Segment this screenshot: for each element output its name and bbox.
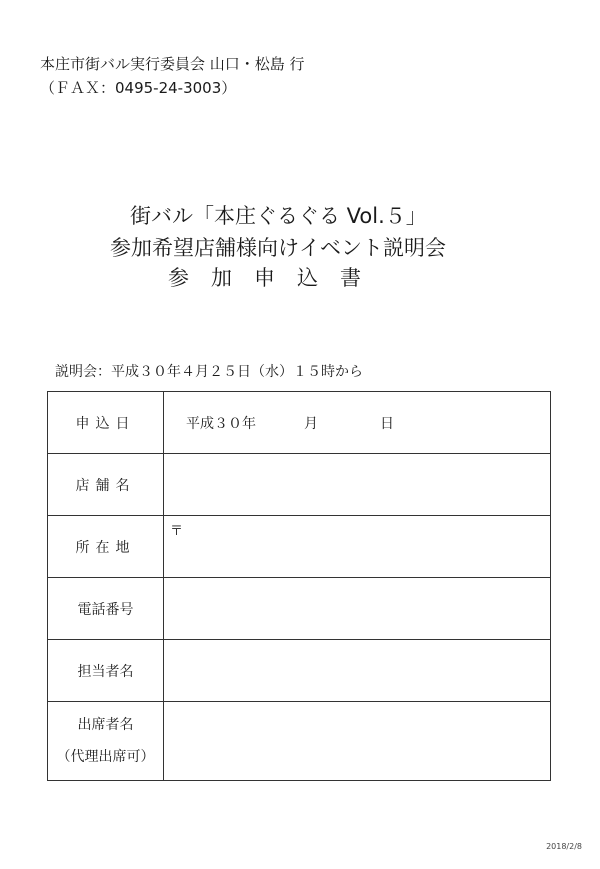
session-info: 説明会：平成３０年４月２５日（水）１５時から <box>55 364 363 380</box>
contact-label: 担当者名 <box>48 640 164 702</box>
attendee-name-field[interactable] <box>164 702 551 781</box>
address-field[interactable] <box>164 516 551 578</box>
form-row-contact <box>48 640 551 702</box>
form-row-store <box>48 454 551 516</box>
phone-field[interactable] <box>164 578 551 640</box>
date-day: 日 <box>380 415 394 432</box>
address-label: 所在地 <box>48 516 164 578</box>
date-field[interactable] <box>164 392 551 454</box>
event-title: 街バル「本庄ぐるぐる Vol.５」 <box>130 204 427 228</box>
attendee-label: 出席者名 <box>77 717 134 733</box>
event-subtitle: 参加希望店舗様向けイベント説明会 <box>110 236 446 260</box>
attendee-note: （代理出席可） <box>56 749 155 765</box>
form-row-address <box>48 516 551 578</box>
recipient-line: 本庄市街バル実行委員会 山口・松島 行 <box>40 55 305 73</box>
form-row-date <box>48 392 551 454</box>
date-era: 平成３０年 <box>186 415 256 432</box>
recipient-block <box>40 52 305 100</box>
form-title: 参加申込書 <box>168 266 383 290</box>
contact-name-field[interactable] <box>164 640 551 702</box>
document-date: 2018/2/8 <box>546 842 582 851</box>
store-name-field[interactable] <box>164 454 551 516</box>
postal-mark: 〒 <box>170 524 184 539</box>
application-form-table <box>47 391 551 781</box>
fax-line: （ＦＡＸ：0495-24-3003） <box>40 79 237 97</box>
attendee-label-cell <box>48 702 164 781</box>
form-row-phone <box>48 578 551 640</box>
store-label: 店舗名 <box>48 454 164 516</box>
form-row-attendee <box>48 702 551 781</box>
date-label: 申込日 <box>48 392 164 454</box>
date-month: 月 <box>304 415 318 432</box>
phone-label: 電話番号 <box>48 578 164 640</box>
